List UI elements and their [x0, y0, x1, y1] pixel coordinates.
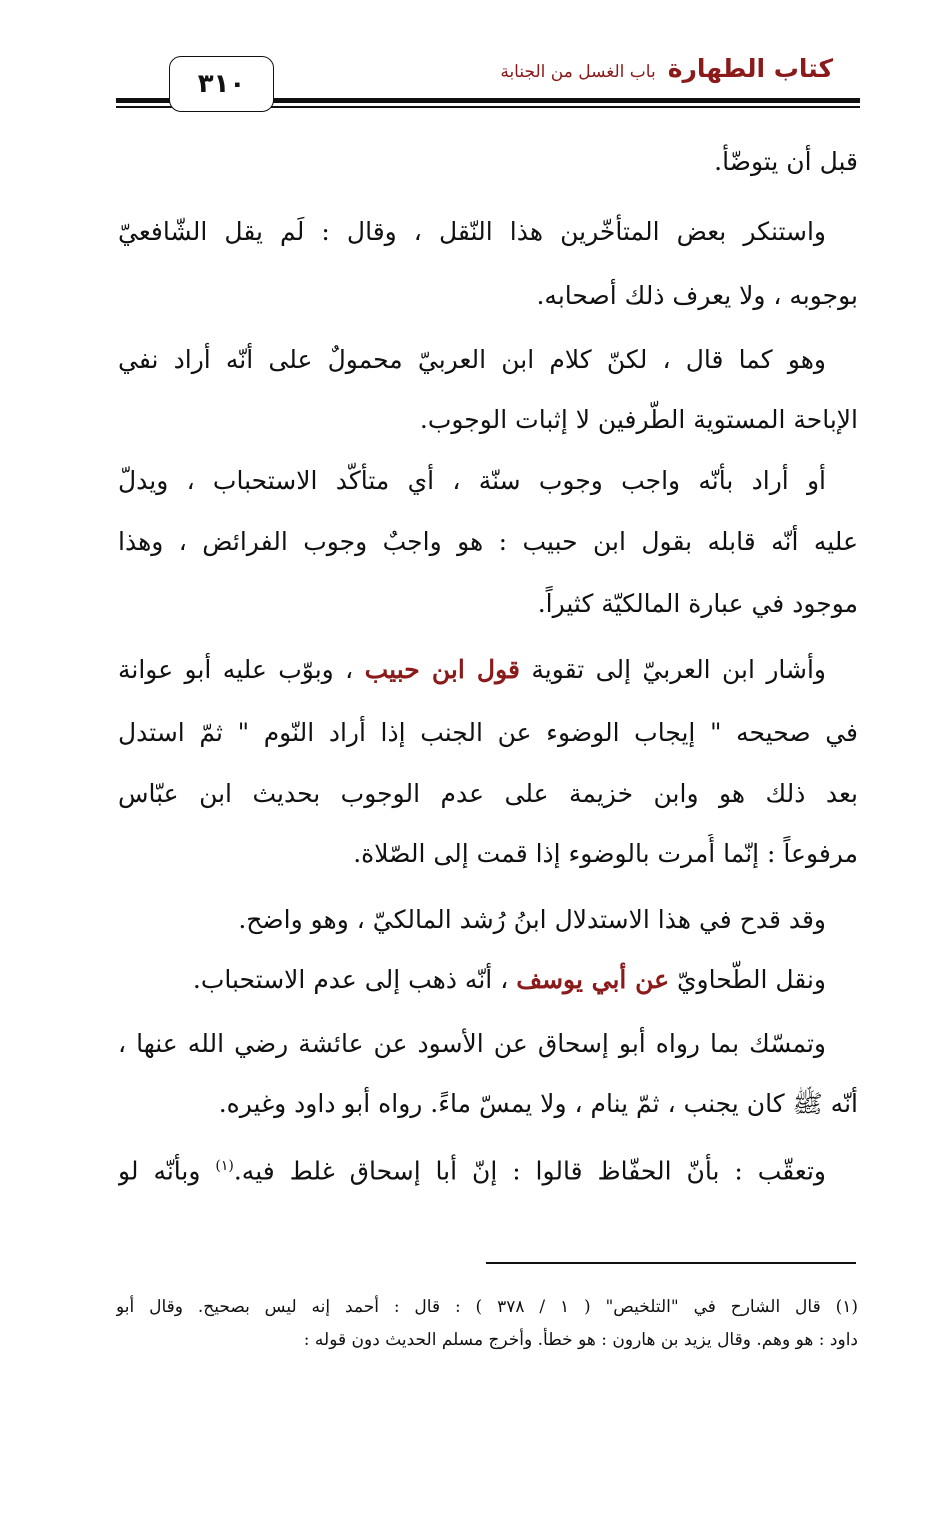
footnote-marker: (١) — [215, 1158, 234, 1174]
text-line — [118, 1146, 858, 1191]
text-line: وتمسّك بما رواه أبو إسحاق عن الأسود عن عائشة رضي الله عنها ، — [118, 1029, 826, 1058]
page-number-box — [169, 56, 274, 112]
text-line: عليه أنّه قابله بقول ابن حبيب : هو واجبٌ وجوب الفرائض ، وهذا — [118, 527, 858, 556]
footnote-rule — [486, 1262, 856, 1264]
text-run: ونقل الطّحاويّ — [669, 965, 826, 994]
highlighted-phrase: قول ابن حبيب — [364, 655, 520, 684]
chapter-title: باب الغسل من الجنابة — [500, 62, 656, 82]
text-line: وهو كما قال ، لكنّ كلام ابن العربيّ محمولٌ على أنّه أراد نفي — [118, 345, 826, 374]
text-run: ، أنّه ذهب إلى عدم الاستحباب. — [192, 965, 517, 994]
page-number: ٣١٠ — [197, 69, 246, 99]
text-run: وأشار ابن العربيّ إلى تقوية — [519, 655, 827, 684]
text-run: وتعقّب : بأنّ الحفّاظ قالوا : إنّ أبا إسحاق غلط فيه. — [233, 1156, 826, 1186]
highlighted-phrase: عن أبي يوسف — [516, 965, 670, 994]
text-line: مرفوعاً : إنّما أُمرت بالوضوء إذا قمت إلى الصّلاة. — [353, 839, 858, 868]
text-line: بعد ذلك هو وابن خزيمة على عدم الوجوب بحديث ابن عبّاس — [118, 779, 858, 808]
text-line: قبل أن يتوضّأ. — [714, 147, 858, 176]
footnote-line: (١) قال الشارح في "التلخيص" ( ١ / ٣٧٨ ) : قال : أحمد إنه ليس بصحيح. وقال أبو — [116, 1297, 858, 1317]
text-line: بوجوبه ، ولا يعرف ذلك أصحابه. — [536, 281, 858, 310]
book-title: كتاب الطهارة — [667, 54, 833, 83]
text-line — [118, 650, 858, 690]
text-run: وبأنّه لو — [118, 1156, 216, 1186]
running-header — [500, 54, 833, 83]
text-line: موجود في عبارة المالكيّة كثيراً. — [537, 589, 858, 618]
text-line: أنّه ﷺ كان يجنب ، ثمّ ينام ، ولا يمسّ ماءً. رواه أبو داود وغيره. — [218, 1089, 858, 1118]
text-line: أو أراد بأنّه واجب وجوب سنّة ، أي متأكّد الاستحباب ، ويدلّ — [118, 466, 826, 495]
text-line: الإباحة المستوية الطّرفين لا إثبات الوجوب. — [419, 405, 858, 434]
footnote-line: داود : هو وهم. وقال يزيد بن هارون : هو خطأ. وأخرج مسلم الحديث دون قوله : — [303, 1330, 858, 1350]
text-line: في صحيحه " إيجاب الوضوء عن الجنب إذا أراد النّوم " ثمّ استدل — [118, 718, 858, 747]
text-line — [118, 960, 858, 1000]
text-run: ، وبوّب عليه أبو عوانة — [118, 655, 365, 684]
text-line: وقد قدح في هذا الاستدلال ابنُ رُشد المالكيّ ، وهو واضح. — [238, 905, 826, 934]
text-line: واستنكر بعض المتأخّرين هذا النّقل ، وقال : لَم يقل الشّافعيّ — [118, 217, 826, 246]
